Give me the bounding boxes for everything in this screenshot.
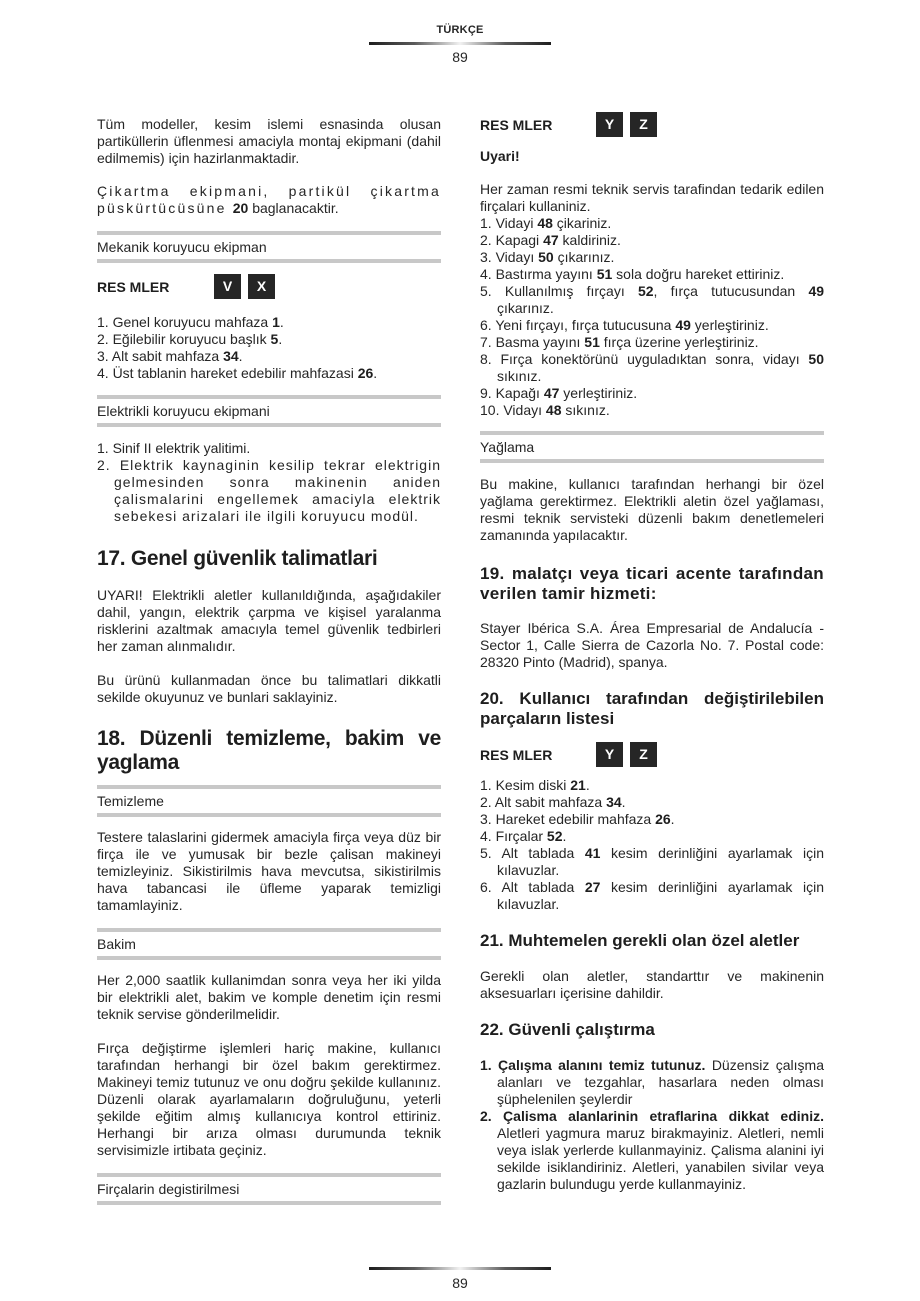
list-item: 2. Kapagi 47 kaldiriniz. bbox=[480, 232, 621, 248]
list-item: 2. Alt sabit mahfaza 34. bbox=[480, 794, 626, 810]
brush-steps-list bbox=[480, 215, 824, 419]
list-item: 3. Hareket edebilir mahfaza 26. bbox=[480, 811, 675, 827]
list-item: 3. Alt sabit mahfaza 34. bbox=[97, 348, 243, 364]
warning-label: Uyari! bbox=[480, 148, 520, 164]
tools-paragraph: Gerekli olan aletler, standarttır ve makinenin aksesuarları içerisine dahildir. bbox=[480, 968, 824, 1001]
list-item: 4. Bastırma yayını 51 sola doğru hareket ettiriniz. bbox=[480, 266, 785, 282]
list-item: 4. Üst tablanin hareket edebilir mahfazasi 26. bbox=[97, 365, 378, 381]
figure-badge-z: Z bbox=[630, 742, 657, 767]
list-item: 1. Kesim diski 21. bbox=[480, 777, 590, 793]
heading-22: 22. Güvenli çalıştırma bbox=[480, 1020, 655, 1039]
figures-ref-yz-parts bbox=[480, 742, 824, 768]
list-item: 4. Fırçalar 52. bbox=[480, 828, 567, 844]
cleaning-paragraph: Testere talaslarini gidermek amaciyla firça veya düz bir firça ile ve yumusak bir bezle çalisan makineyi temizleyiniz. Sikistirilmis hava mevcutsa, sikistirilmis hava tabancasi ile üfleme yaparak temizligi tamamlayiniz. bbox=[97, 829, 441, 913]
mechanical-list bbox=[97, 314, 441, 382]
section-label-mechanical: Mekanik koruyucu ekipman bbox=[97, 231, 441, 263]
right-column bbox=[480, 116, 824, 1193]
heading-17: 17. Genel güvenlik talimatlari bbox=[97, 547, 378, 570]
list-item: 5. Alt tablada 41 kesim derinliğini ayarlamak için kılavuzlar. bbox=[480, 845, 824, 878]
safety-list bbox=[480, 1057, 824, 1193]
figures-ref-yz bbox=[480, 112, 824, 138]
header-rule bbox=[369, 42, 551, 45]
list-item: 2. Eğilebilir koruyucu başlık 5. bbox=[97, 331, 283, 347]
figure-badge-z: Z bbox=[630, 112, 657, 137]
left-column bbox=[97, 116, 441, 1205]
list-item: 2. Çalisma alanlarinin etraflarina dikkat ediniz. Aletleri yagmura maruz birakmayiniz. Aletleri, nemli veya islak yerlerde kullanmayiniz. Çalisma alanini iyi sekilde isiklandiriniz. Aletleri, yanabilen sivilar veya gazlarin bulundugu yerde kullanmayiniz. bbox=[480, 1108, 824, 1192]
language-header: TÜRKÇE bbox=[436, 24, 484, 36]
list-item: 8. Fırça konektörünü uyguladıktan sonra, vidayı 50 sıkınız. bbox=[480, 351, 824, 384]
section-label-lubrication: Yağlama bbox=[480, 431, 824, 463]
footer-rule bbox=[369, 1267, 551, 1270]
heading-20: 20. Kullanıcı tarafından değiştirilebilen parçaların listesi bbox=[480, 689, 824, 728]
list-item: 7. Basma yayını 51 fırça üzerine yerleştiriniz. bbox=[480, 334, 759, 350]
warning-paragraph: UYARI! Elektrikli aletler kullanıldığında, aşağıdakiler dahil, yangın, elektrik çarpma ve kişisel yaralanma risklerini azaltmak amacıyla temel güvenlik tedbirleri her zaman alınmalıdır. bbox=[97, 587, 441, 654]
list-item: 5. Kullanılmış fırçayı 52, fırça tutucusundan 49 çıkarınız. bbox=[480, 283, 825, 316]
heading-19: 19. malatçı veya ticari acente tarafından verilen tamir hizmeti: bbox=[480, 564, 824, 603]
heading-21: 21. Muhtemelen gerekli olan özel aletler bbox=[480, 931, 800, 950]
list-item: 1. Çalışma alanını temiz tutunuz. Düzensiz çalışma alanları ve tezgahlar, hasarlara neden olması şüphelenilen şeylerdir bbox=[480, 1057, 825, 1107]
list-item: 1. Genel koruyucu mahfaza 1. bbox=[97, 314, 284, 330]
intro-paragraph: Tüm modeller, kesim islemi esnasinda olusan partiküllerin üflenmesi amaciyla montaj ekipmani (dahil edilmemis) için hazirlanmaktadir. bbox=[97, 116, 441, 166]
list-item: 9. Kapağı 47 yerleştiriniz. bbox=[480, 385, 638, 401]
figures-ref-vx bbox=[97, 274, 441, 300]
address-paragraph: Stayer Ibérica S.A. Área Empresarial de Andalucía - Sector 1, Calle Sierra de Cazorla No. 7. Postal code: 28320 Pinto (Madrid), spanya. bbox=[480, 620, 824, 670]
list-item: 2. Elektrik kaynaginin kesilip tekrar elektrigin gelmesinden sonra makinenin aniden çalismalarini engellemek amaciyla elektrik sebekesi arizalari ile ilgili koruyucu modül. bbox=[97, 457, 441, 524]
figures-label: RES MLER bbox=[97, 279, 170, 295]
list-item: 1. Sinif II elektrik yalitimi. bbox=[97, 440, 251, 456]
brush-intro-paragraph: Her zaman resmi teknik servis tarafindan tedarik edilen firçalari kullaniniz. bbox=[480, 181, 824, 214]
section-label-brush-replacement: Firçalarin degistirilmesi bbox=[97, 1173, 441, 1205]
section-label-electrical: Elektrikli koruyucu ekipmani bbox=[97, 395, 441, 427]
lubrication-paragraph: Bu makine, kullanıcı tarafından herhangi bir özel yağlama gerektirmez. Elektrikli aletin özel yağlaması, resmi teknik servisteki düzenli bakım denetlemeleri zamanında yapılacaktır. bbox=[480, 476, 824, 543]
figure-badge-v: V bbox=[214, 274, 241, 299]
page-number-top: 89 bbox=[452, 49, 468, 65]
figure-badge-x: X bbox=[248, 274, 275, 299]
list-item: 6. Alt tablada 27 kesim derinliğini ayarlamak için kılavuzlar. bbox=[480, 879, 824, 912]
maintenance-paragraph-2: Fırça değiştirme işlemleri hariç makine, kullanıcı tarafından herhangi bir özel bakım gerektirmez. Makineyi temiz tutunuz ve onu doğru şekilde kullanınız. Düzenli olarak ayarlamaların doğruluğunu, yeterli şekilde eğitim almış kullanıcıya kontrol ettiriniz. Herhangi bir arıza olması durumunda teknik servisimizle irtibata geçiniz. bbox=[97, 1040, 441, 1158]
list-item: 1. Vidayi 48 çikariniz. bbox=[480, 215, 612, 231]
figures-label: RES MLER bbox=[480, 117, 553, 133]
list-item: 3. Vidayı 50 çıkarınız. bbox=[480, 249, 615, 265]
heading-18: 18. Düzenli temizleme, bakim ve yaglama bbox=[97, 727, 441, 774]
parts-list bbox=[480, 777, 824, 913]
maintenance-paragraph-1: Her 2,000 saatlik kullanimdan sonra veya her iki yilda bir elektrikli alet, bakim ve komple denetim için resmi teknik servise gönderilmelidir. bbox=[97, 972, 441, 1022]
electrical-list bbox=[97, 440, 441, 525]
page-number-bottom: 89 bbox=[452, 1275, 468, 1291]
figure-badge-y: Y bbox=[596, 742, 623, 767]
section-label-cleaning: Temizleme bbox=[97, 785, 441, 817]
list-item: 6. Yeni fırçayı, fırça tutucusuna 49 yerleştiriniz. bbox=[480, 317, 769, 333]
figure-badge-y: Y bbox=[596, 112, 623, 137]
section-label-maintenance: Bakim bbox=[97, 928, 441, 960]
list-item: 10. Vidayı 48 sıkınız. bbox=[480, 402, 610, 418]
extraction-paragraph: Çikartma ekipmani, partikül çikartma püskürtücüsüne 20 baglanacaktir. bbox=[97, 183, 441, 216]
read-instructions-paragraph: Bu ürünü kullanmadan önce bu talimatlari dikkatli sekilde okuyunuz ve bunlari saklayiniz. bbox=[97, 672, 441, 705]
figures-label: RES MLER bbox=[480, 747, 553, 763]
